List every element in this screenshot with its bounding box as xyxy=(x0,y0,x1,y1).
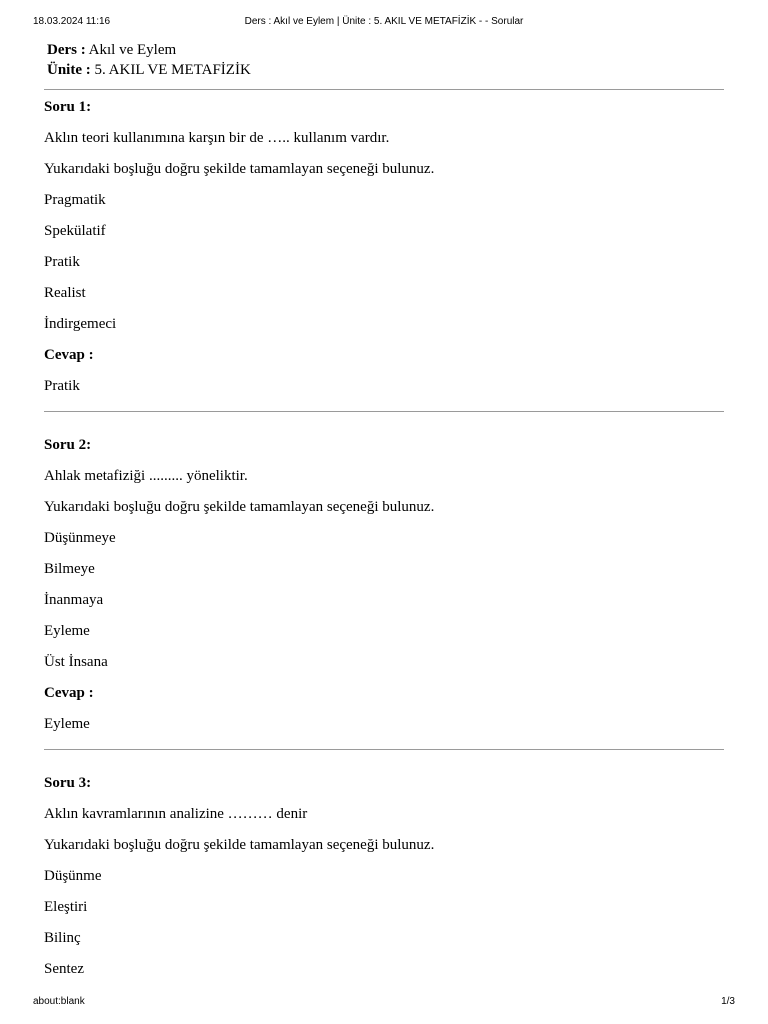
option: Bilinç xyxy=(44,930,81,946)
option: Üst İnsana xyxy=(44,654,108,670)
option: Bilmeye xyxy=(44,561,95,577)
question-text: Ahlak metafiziği ......... yöneliktir. xyxy=(44,468,248,484)
option: Sentez xyxy=(44,961,84,977)
answer-label: Cevap : xyxy=(44,685,94,701)
option: Spekülatif xyxy=(44,223,106,239)
unit-value: 5. AKIL VE METAFİZİK xyxy=(94,62,251,78)
question-title: Soru 2: xyxy=(44,437,92,453)
answer-value: Pratik xyxy=(44,378,80,394)
option: Düşünme xyxy=(44,868,102,884)
option: İndirgemeci xyxy=(44,316,117,332)
question-1 xyxy=(44,89,724,411)
course-value: Akıl ve Eylem xyxy=(88,42,177,58)
unit-label: Ünite : xyxy=(47,62,91,78)
option: Pratik xyxy=(44,254,80,270)
question-instruction: Yukarıdaki boşluğu doğru şekilde tamamlayan seçeneği bulunuz. xyxy=(44,499,435,515)
print-title: Ders : Akıl ve Eylem | Ünite : 5. AKIL VE METAFİZİK - - Sorular xyxy=(244,16,524,27)
question-title: Soru 1: xyxy=(44,99,92,115)
document-body xyxy=(44,40,724,991)
question-2 xyxy=(44,411,724,749)
question-title: Soru 3: xyxy=(44,775,92,791)
option: Eleştiri xyxy=(44,899,88,915)
page-number: 1/3 xyxy=(721,996,735,1007)
answer-label: Cevap : xyxy=(44,347,94,363)
question-text: Aklın kavramlarının analizine ……… denir xyxy=(44,806,308,822)
option: Eyleme xyxy=(44,623,90,639)
course-label: Ders : xyxy=(47,42,86,58)
option: Pragmatik xyxy=(44,192,106,208)
question-instruction: Yukarıdaki boşluğu doğru şekilde tamamlayan seçeneği bulunuz. xyxy=(44,837,435,853)
question-3 xyxy=(44,749,724,991)
print-footer xyxy=(33,996,735,1010)
print-header xyxy=(33,16,735,30)
question-text: Aklın teori kullanımına karşın bir de ….. kullanım vardır. xyxy=(44,130,390,146)
option: Realist xyxy=(44,285,86,301)
print-date: 18.03.2024 11:16 xyxy=(33,16,111,27)
question-instruction: Yukarıdaki boşluğu doğru şekilde tamamlayan seçeneği bulunuz. xyxy=(44,161,435,177)
answer-value: Eyleme xyxy=(44,716,90,732)
unit-row xyxy=(47,60,724,80)
option: Düşünmeye xyxy=(44,530,116,546)
option: İnanmaya xyxy=(44,592,104,608)
course-meta xyxy=(44,40,724,80)
course-row xyxy=(47,40,724,60)
print-url: about:blank xyxy=(33,996,85,1007)
